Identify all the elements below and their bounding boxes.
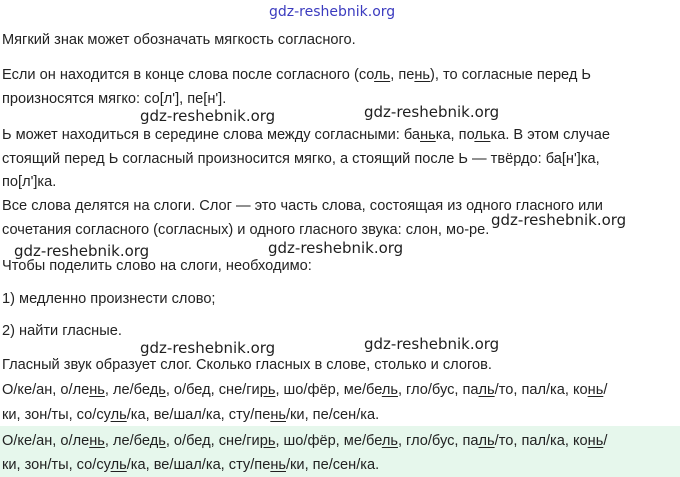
text-segment: , гло/бус, па [397, 433, 479, 449]
soft-sign-example: ль [381, 382, 398, 398]
text-line-9: Чтобы поделить слово на слоги, необходимо: [2, 258, 312, 274]
text-segment: , гло/бус, па [397, 382, 479, 398]
answer-line-2 [2, 406, 379, 424]
soft-sign-example: нь [587, 382, 604, 398]
text-segment: ки, зон/ты, со/су [2, 457, 111, 473]
soft-sign-example: нь [414, 67, 431, 83]
text-segment: /ка, ве/шал/ка, сту/пе [126, 457, 271, 473]
text-line-10: 1) медленно произнести слово; [2, 291, 216, 307]
text-segment: / [603, 433, 608, 449]
soft-sign-example: ль [110, 457, 127, 473]
soft-sign-example: рь [259, 433, 276, 449]
soft-sign-example: нь [270, 457, 286, 473]
text-segment: , шо/фёр, ме/бе [275, 433, 382, 449]
soft-sign-example: нь [270, 407, 286, 423]
text-segment: /ка, ве/шал/ка, сту/пе [126, 407, 271, 423]
soft-sign-example: нь [89, 433, 105, 449]
soft-sign-example: дь [149, 433, 166, 449]
text-segment: /то, пал/ка, ко [494, 382, 588, 398]
watermark: gdz-reshebnik.org [268, 239, 404, 257]
text-segment: /то, пал/ка, ко [494, 433, 588, 449]
soft-sign-example: ль [374, 67, 391, 83]
text-line-1: Мягкий знак может обозначать мягкость согласного. [2, 32, 356, 48]
text-segment: О/ке/ан, о/ле [2, 433, 90, 449]
text-segment: , шо/фёр, ме/бе [275, 382, 382, 398]
watermark: gdz-reshebnik.org [364, 335, 500, 353]
answer-line-1 [2, 381, 607, 399]
text-segment: ), то согласные перед Ь [430, 67, 591, 83]
watermark: gdz-reshebnik.org [364, 103, 500, 121]
text-segment: ка, по [435, 127, 475, 143]
text-line-8: сочетания согласного (согласных) и одного гласного звука: слон, мо-ре. [2, 222, 490, 238]
text-line-4 [2, 126, 610, 144]
watermark-top: gdz-reshebnik.org [269, 4, 396, 20]
soft-sign-example: ль [110, 407, 127, 423]
text-line-6: по[л']ка. [2, 174, 57, 190]
text-line-7: Все слова делятся на слоги. Слог — это часть слова, состоящая из одного гласного или [2, 198, 603, 214]
text-line-2 [2, 66, 591, 84]
text-line-3: произносятся мягко: со[л'], пе[н']. [2, 91, 227, 107]
watermark: gdz-reshebnik.org [140, 107, 276, 125]
text-segment: ки, зон/ты, со/су [2, 407, 111, 423]
text-segment: , ле/бе [104, 382, 150, 398]
text-segment: , пе [390, 67, 415, 83]
soft-sign-example: нь [89, 382, 105, 398]
soft-sign-example: ль [478, 433, 495, 449]
answer-line-1-highlighted [2, 432, 607, 450]
text-segment: /ки, пе/сен/ка. [285, 457, 380, 473]
watermark: gdz-reshebnik.org [140, 339, 276, 357]
soft-sign-example: ль [478, 382, 495, 398]
text-segment: Если он находится в конце слова после согласного (со [2, 67, 375, 83]
answer-line-2-highlighted [2, 456, 379, 474]
watermark: gdz-reshebnik.org [14, 242, 150, 260]
text-line-12: Гласный звук образует слог. Сколько гласных в слове, столько и слогов. [2, 357, 492, 373]
soft-sign-example: ль [474, 127, 491, 143]
watermark: gdz-reshebnik.org [491, 211, 627, 229]
text-segment: О/ке/ан, о/ле [2, 382, 90, 398]
text-segment: , о/бед, сне/ги [165, 433, 260, 449]
text-line-11: 2) найти гласные. [2, 323, 122, 339]
soft-sign-example: дь [149, 382, 166, 398]
text-segment: ка. В этом случае [490, 127, 611, 143]
text-segment: / [603, 382, 608, 398]
text-segment: , ле/бе [104, 433, 150, 449]
text-line-5: стоящий перед Ь согласный произносится мягко, а стоящий после Ь — твёрдо: ба[н']ка, [2, 151, 600, 167]
soft-sign-example: нь [420, 127, 436, 143]
soft-sign-example: рь [259, 382, 276, 398]
text-segment: , о/бед, сне/ги [165, 382, 260, 398]
soft-sign-example: ль [381, 433, 398, 449]
soft-sign-example: нь [587, 433, 604, 449]
text-segment: /ки, пе/сен/ка. [285, 407, 380, 423]
text-segment: Ь может находиться в середине слова между согласными: ба [2, 127, 421, 143]
